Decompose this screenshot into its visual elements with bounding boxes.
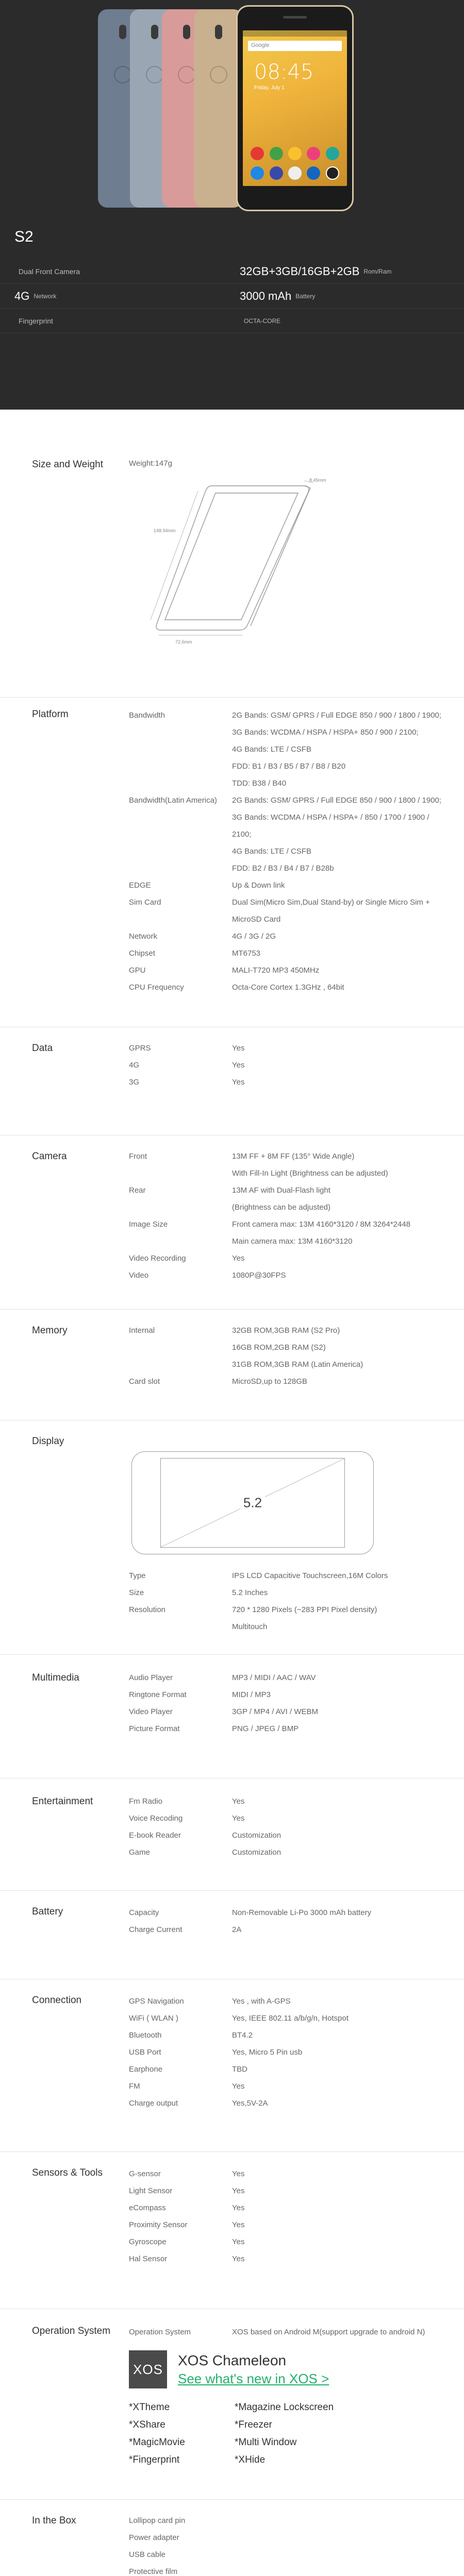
box-item: Power adapter: [129, 2533, 179, 2542]
messages-app-icon: [307, 166, 320, 180]
spec-value: Yes: [232, 2082, 245, 2091]
height-dimension: 148.94mm: [154, 528, 176, 533]
display-drawing: [131, 1451, 374, 1554]
spec-label: G-sensor: [129, 2170, 161, 2178]
section-title: Connection: [32, 1995, 82, 2006]
spec-value: Yes: [232, 1797, 245, 1806]
spec-label: Type: [129, 1571, 146, 1580]
spec-value: 3G Bands: WCDMA / HSPA / HSPA+ / 850 / 1700 / 1900 /: [232, 813, 429, 822]
spec-label: Video: [129, 1271, 149, 1280]
spec-label: 4G: [129, 1061, 140, 1070]
spec-value: With Fill-In Light (Brightness can be adjusted): [232, 1169, 388, 1178]
spec-value: 2G Bands: GSM/ GPRS / Full EDGE 850 / 900 / 1800 / 1900;: [232, 711, 442, 720]
section-entertainment: [0, 1778, 464, 1890]
hero-spec-row: [0, 259, 464, 284]
spec-label: Capacity: [129, 1908, 159, 1917]
spec-value: MIDI / MP3: [232, 1690, 271, 1699]
spec-label: GPU: [129, 966, 146, 975]
spec-label: Picture Format: [129, 1724, 180, 1733]
spec-label: Gyroscope: [129, 2238, 167, 2246]
spec-label: Image Size: [129, 1220, 168, 1229]
spec-value: PNG / JPEG / BMP: [232, 1724, 299, 1733]
section-title: Battery: [32, 1906, 63, 1917]
section-data: [0, 1027, 464, 1135]
spec-value: 4G / 3G / 2G: [232, 932, 276, 941]
spec-label: Bandwidth: [129, 711, 165, 720]
spec-value: TBD: [232, 2065, 247, 2074]
spec-label: Charge output: [129, 2099, 178, 2108]
spec-value: 16GB ROM,2GB RAM (S2): [232, 1343, 326, 1352]
spec-label: Network: [34, 293, 57, 300]
phone-screen: [243, 30, 347, 186]
spec-label: WiFi ( WLAN ): [129, 2014, 178, 2023]
spec-value: MicroSD,up to 128GB: [232, 1377, 307, 1386]
section-title: Data: [32, 1043, 53, 1054]
xos-name: XOS Chameleon: [178, 2352, 287, 2368]
xos-feature: *XHide: [235, 2454, 266, 2465]
spec-highlight: 3000 mAh: [240, 290, 292, 302]
spec-value: 4G Bands: LTE / CSFB: [232, 847, 311, 856]
spec-value: 3GP / MP4 / AVI / WEBM: [232, 1707, 318, 1716]
google-search-bar: Google: [248, 41, 342, 51]
xos-whats-new-link[interactable]: See what's new in XOS >: [178, 2371, 329, 2386]
spec-label: Bluetooth: [129, 2031, 162, 2040]
spec-value: XOS based on Android M(support upgrade to android N): [232, 2328, 425, 2336]
spec-value: Octa-Core Cortex 1.3GHz , 64bit: [232, 983, 344, 992]
section-size-weight: [0, 439, 464, 697]
xos-feature: *Magazine Lockscreen: [235, 2402, 334, 2413]
app-icon: [251, 147, 264, 160]
spec-value: Multitouch: [232, 1622, 268, 1631]
spec-value: Yes: [232, 1814, 245, 1823]
section-title: In the Box: [32, 2515, 76, 2526]
spec-label: Size: [129, 1588, 144, 1597]
spec-label: E-book Reader: [129, 1831, 181, 1840]
spec-value: (Brightness can be adjusted): [232, 1203, 330, 1212]
home-app-icon: [288, 166, 302, 180]
spec-value: TDD: B38 / B40: [232, 779, 287, 788]
screen-clock: 08:45: [254, 60, 314, 84]
hero-spec-row: [0, 309, 464, 333]
product-image: [98, 5, 387, 211]
hero-spec-row: [0, 284, 464, 309]
phone-back-color-4: [194, 9, 243, 208]
display-size-label: 5.2: [240, 1495, 265, 1511]
spec-value: Non-Removable Li-Po 3000 mAh battery: [232, 1908, 372, 1917]
section-in-the-box: [0, 2499, 464, 2576]
spec-value: 13M FF + 8M FF (135° Wide Angle): [232, 1152, 355, 1161]
spec-value: 32GB ROM,3GB RAM (S2 Pro): [232, 1326, 340, 1335]
spec-label: Resolution: [129, 1605, 165, 1614]
spec-value: 1080P@30FPS: [232, 1271, 286, 1280]
spec-label: CPU Frequency: [129, 983, 184, 992]
spec-label: Sim Card: [129, 898, 161, 907]
spec-label: Rear: [129, 1186, 146, 1195]
spec-value: 2100;: [232, 830, 252, 839]
section-title: Display: [32, 1436, 64, 1447]
spec-value: Front camera max: 13M 4160*3120 / 8M 3264*2448: [232, 1220, 411, 1229]
spec-label: USB Port: [129, 2048, 161, 2057]
section-title: Sensors & Tools: [32, 2167, 103, 2178]
spec-label: GPS Navigation: [129, 1997, 184, 2006]
spec-label: Card slot: [129, 1377, 160, 1386]
spec-label: Operation System: [129, 2328, 191, 2336]
section-camera: [0, 1135, 464, 1309]
spec-value: 2G Bands: GSM/ GPRS / Full EDGE 850 / 900 / 1800 / 1900;: [232, 796, 442, 805]
spec-value: Yes: [232, 2238, 245, 2246]
section-title: Multimedia: [32, 1672, 79, 1683]
spec-label: eCompass: [129, 2204, 166, 2212]
spec-label: Hal Sensor: [129, 2255, 168, 2263]
spec-value: MALI-T720 MP3 450MHz: [232, 966, 320, 975]
spec-value: 2A: [232, 1925, 242, 1934]
product-title: S2: [14, 228, 34, 245]
xos-feature: *Multi Window: [235, 2437, 297, 2448]
spec-value: BT4.2: [232, 2031, 253, 2040]
spec-value: 31GB ROM,3GB RAM (Latin America): [232, 1360, 363, 1369]
spec-label: Voice Recoding: [129, 1814, 183, 1823]
speaker-grille: [283, 16, 307, 19]
spec-value: Yes, Micro 5 Pin usb: [232, 2048, 303, 2057]
app-icon: [288, 147, 302, 160]
xos-logo: XOS: [129, 2350, 167, 2388]
camera-app-icon: [326, 166, 339, 180]
app-icon: [326, 147, 339, 160]
display-screen-outline: [160, 1458, 345, 1548]
spec-unit: Rom/Ram: [363, 268, 392, 275]
phone-app-icon: [251, 166, 264, 180]
spec-label: EDGE: [129, 881, 151, 890]
section-sensors: [0, 2151, 464, 2309]
section-title: Platform: [32, 709, 69, 720]
spec-label: Front: [129, 1152, 147, 1161]
spec-label: Charge Current: [129, 1925, 183, 1934]
spec-highlight: 4G: [14, 290, 30, 302]
section-battery: [0, 1890, 464, 1979]
xos-feature: *MagicMovie: [129, 2437, 185, 2448]
section-connection: [0, 1979, 464, 2151]
spec-value: Main camera max: 13M 4160*3120: [232, 1237, 353, 1246]
spec-value: Yes: [232, 1044, 245, 1053]
spec-label: GPRS: [129, 1044, 151, 1053]
weight-value: Weight:147g: [129, 459, 172, 468]
contacts-app-icon: [270, 166, 283, 180]
section-title: Operation System: [32, 2326, 111, 2336]
spec-label: Video Recording: [129, 1254, 186, 1263]
box-item: Lollipop card pin: [129, 2516, 186, 2525]
spec-value: Customization: [232, 1848, 281, 1857]
spec-value: FDD: B2 / B3 / B4 / B7 / B28b: [232, 864, 334, 873]
spec-value: Yes: [232, 1061, 245, 1070]
spec-label: Fingerprint: [19, 317, 53, 325]
spec-value: Dual Sim(Micro Sim,Dual Stand-by) or Single Micro Sim +: [232, 898, 430, 907]
spec-value: MP3 / MIDI / AAC / WAV: [232, 1673, 316, 1682]
spec-label: Video Player: [129, 1707, 173, 1716]
spec-value: 3G Bands: WCDMA / HSPA / HSPA+ 850 / 900 / 2100;: [232, 728, 419, 737]
section-display: [0, 1420, 464, 1654]
section-multimedia: [0, 1654, 464, 1778]
width-dimension: 72.6mm: [175, 639, 192, 645]
spec-value: 720 * 1280 Pixels (~283 PPI Pixel density): [232, 1605, 377, 1614]
spec-label: Chipset: [129, 949, 155, 958]
spec-sheet: [0, 410, 464, 2576]
section-title: Size and Weight: [32, 459, 104, 470]
xos-feature: *XShare: [129, 2419, 165, 2430]
section-operation-system: [0, 2309, 464, 2499]
thickness-dimension: 8.45mm: [309, 478, 326, 483]
spec-highlight: 32GB+3GB/16GB+2GB: [240, 265, 360, 278]
spec-label: Earphone: [129, 2065, 163, 2074]
app-icon-grid: [248, 147, 342, 180]
spec-label: Ringtone Format: [129, 1690, 187, 1699]
spec-value: Yes: [232, 2221, 245, 2229]
spec-value: Yes: [232, 2187, 245, 2195]
spec-value: FDD: B1 / B3 / B5 / B7 / B8 / B20: [232, 762, 346, 771]
spec-value: 5.2 Inches: [232, 1588, 268, 1597]
spec-value: 4G Bands: LTE / CSFB: [232, 745, 311, 754]
section-title: Memory: [32, 1325, 68, 1336]
xos-feature: *Freezer: [235, 2419, 272, 2430]
spec-value: MicroSD Card: [232, 915, 281, 924]
spec-label: Network: [129, 932, 158, 941]
spec-value: Yes , with A-GPS: [232, 1997, 291, 2006]
spec-label: Light Sensor: [129, 2187, 173, 2195]
section-platform: [0, 697, 464, 1027]
spec-unit: OCTA-CORE: [244, 317, 281, 325]
hero-banner: [0, 0, 464, 410]
spec-label: FM: [129, 2082, 140, 2091]
spec-value: Yes: [232, 1078, 245, 1087]
spec-value: Yes,5V-2A: [232, 2099, 268, 2108]
section-title: Camera: [32, 1151, 67, 1162]
spec-value: 13M AF with Dual-Flash light: [232, 1186, 330, 1195]
spec-value: Yes: [232, 2170, 245, 2178]
spec-value: Yes: [232, 2204, 245, 2212]
spec-label: Game: [129, 1848, 150, 1857]
app-icon: [307, 147, 320, 160]
spec-label: Proximity Sensor: [129, 2221, 188, 2229]
spec-value: MT6753: [232, 949, 261, 958]
box-item: Protective film: [129, 2567, 178, 2576]
phone-front: [236, 5, 354, 211]
phone-dimension-drawing: [150, 481, 335, 640]
spec-label: Audio Player: [129, 1673, 173, 1682]
xos-feature: *Fingerprint: [129, 2454, 180, 2465]
spec-value: Yes: [232, 1254, 245, 1263]
spec-unit: Battery: [295, 293, 316, 300]
xos-feature: *XTheme: [129, 2402, 170, 2413]
spec-label: Internal: [129, 1326, 155, 1335]
spec-value: Yes, IEEE 802.11 a/b/g/n, Hotspot: [232, 2014, 349, 2023]
spec-label: Bandwidth(Latin America): [129, 796, 217, 805]
spec-label: Dual Front Camera: [19, 267, 80, 276]
box-item: USB cable: [129, 2550, 165, 2559]
spec-value: IPS LCD Capacitive Touchscreen,16M Colors: [232, 1571, 388, 1580]
spec-label: Fm Radio: [129, 1797, 163, 1806]
spec-label: 3G: [129, 1078, 140, 1087]
screen-date: Friday, July 1: [254, 85, 285, 91]
app-icon: [270, 147, 283, 160]
section-title: Entertainment: [32, 1796, 93, 1807]
spec-value: Customization: [232, 1831, 281, 1840]
spec-value: Up & Down link: [232, 881, 285, 890]
section-memory: [0, 1309, 464, 1420]
spec-value: Yes: [232, 2255, 245, 2263]
